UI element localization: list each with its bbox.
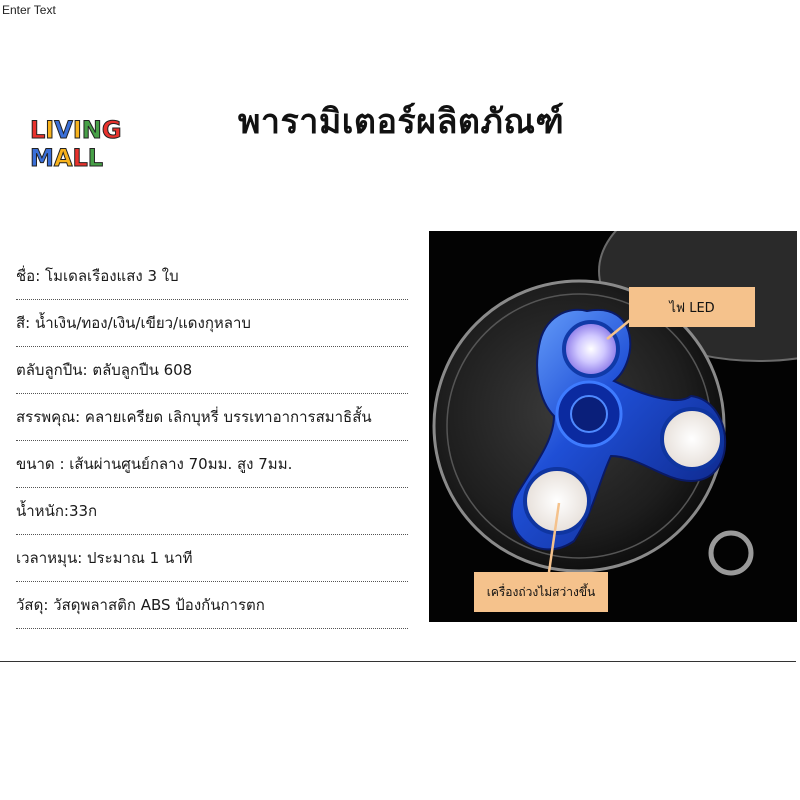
spec-bearing: ตลับลูกปืน: ตลับลูกปืน 608 xyxy=(16,347,408,394)
spec-list xyxy=(16,253,408,629)
logo-letter: L xyxy=(87,144,104,172)
logo-line-1 xyxy=(30,116,134,144)
logo-letter: L xyxy=(72,144,88,172)
logo-letter: G xyxy=(101,116,122,144)
spec-benefits: สรรพคุณ: คลายเครียด เลิกบุหรี่ บรรเทาอาการสมาธิสั้น xyxy=(16,394,408,441)
logo-line-2 xyxy=(30,144,134,172)
logo-letter: I xyxy=(72,116,82,144)
spec-size: ขนาด : เส้นผ่านศูนย์กลาง 70มม. สูง 7มม. xyxy=(16,441,408,488)
enter-text-label: Enter Text xyxy=(2,3,56,17)
callout-weight: เครื่องถ่วงไม่สว่างขึ้น xyxy=(474,572,608,612)
logo-letter: N xyxy=(81,116,102,144)
case-ring xyxy=(711,533,751,573)
logo-letter: V xyxy=(54,116,73,144)
spec-spin-time: เวลาหมุน: ประมาณ 1 นาที xyxy=(16,535,408,582)
led-light xyxy=(564,322,618,376)
weight-cap-right xyxy=(662,409,722,469)
logo-letter: M xyxy=(30,144,54,172)
living-mall-logo xyxy=(30,116,134,172)
callout-led: ไฟ LED xyxy=(629,287,755,327)
logo-letter: L xyxy=(30,116,46,144)
logo-letter: A xyxy=(53,144,73,172)
logo-letter: I xyxy=(45,116,55,144)
product-photo xyxy=(429,231,797,622)
spec-name: ชื่อ: โมเดลเรืองแสง 3 ใบ xyxy=(16,253,408,300)
bottom-divider xyxy=(0,661,796,662)
spec-weight: น้ำหนัก:33ก xyxy=(16,488,408,535)
spec-material: วัสดุ: วัสดุพลาสติก ABS ป้องกันการตก xyxy=(16,582,408,629)
page-title: พารามิเตอร์ผลิตภัณฑ์ xyxy=(238,102,565,142)
spec-colors: สี: น้ำเงิน/ทอง/เงิน/เขียว/แดงกุหลาบ xyxy=(16,300,408,347)
